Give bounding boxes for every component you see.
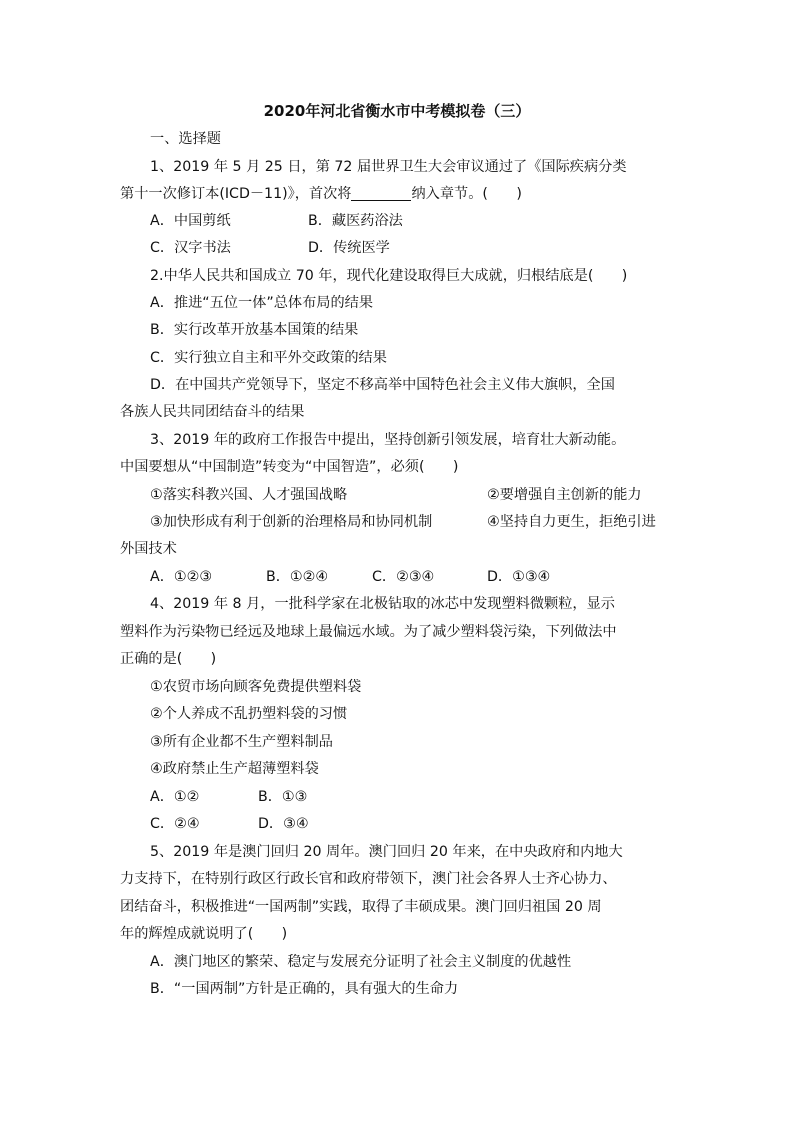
q5-stem-line4: 年的辉煌成就说明了( ) (120, 926, 288, 942)
q1-stem-line2-b: 纳入章节。( ) (411, 186, 522, 202)
q3-statement-2: ②要增强自主创新的能力 (487, 487, 642, 503)
q5-stem-line3: 团结奋斗，积极推进“一国两制”实践，取得了丰硕成果。澳门回归祖国 20 周 (120, 899, 602, 915)
q4-stem-line3: 正确的是( ) (120, 651, 217, 667)
q3-option-d: D．①③④ (487, 569, 551, 585)
q1-stem-line1: 1、2019 年 5 月 25 日，第 72 届世界卫生大会审议通过了《国际疾病分类 (150, 159, 627, 175)
q4-statement-3: ③所有企业都不生产塑料制品 (150, 734, 333, 750)
q5-option-b: B．“一国两制”方针是正确的，具有强大的生命力 (150, 981, 459, 997)
q4-statement-2: ②个人养成不乱扔塑料袋的习惯 (150, 706, 348, 722)
q3-stem-line1: 3、2019 年的政府工作报告中提出，坚持创新引领发展，培育壮大新动能。 (150, 432, 626, 448)
q3-option-b: B．①②④ (266, 569, 329, 585)
q1-answer-blank (351, 184, 411, 201)
q2-option-a: A．推进“五位一体”总体布局的结果 (150, 295, 374, 311)
q4-option-d: D．③④ (258, 816, 309, 832)
q3-statement-4: ④坚持自力更生，拒绝引进 (487, 514, 656, 530)
q4-statement-4: ④政府禁止生产超薄塑料袋 (150, 761, 319, 777)
q1-option-a: A．中国剪纸 (150, 213, 231, 229)
q5-stem-line1: 5、2019 年是澳门回归 20 周年。澳门回归 20 年来，在中央政府和内地大 (150, 844, 623, 860)
q3-statement-1: ①落实科教兴国、人才强国战略 (150, 487, 348, 503)
q4-option-a: A．①② (150, 789, 200, 805)
q3-statement-4-cont: 外国技术 (120, 541, 177, 557)
q1-stem-line2-a: 第十一次修订本(ICD－11)》，首次将 (120, 186, 352, 202)
q3-option-a: A．①②③ (150, 569, 213, 585)
q4-statement-1: ①农贸市场向顾客免费提供塑料袋 (150, 679, 362, 695)
q4-stem-line2: 塑料作为污染物已经远及地球上最偏远水域。为了减少塑料袋污染，下列做法中 (120, 624, 617, 640)
q2-option-d-line2: 各族人民共同团结奋斗的结果 (120, 404, 305, 420)
q1-option-c: C．汉字书法 (150, 240, 231, 256)
section-heading: 一、选择题 (150, 131, 221, 147)
q1-stem-line2 (120, 182, 522, 206)
q4-stem-line1: 4、2019 年 8 月，一批科学家在北极钻取的冰芯中发现塑料微颗粒，显示 (150, 596, 615, 612)
q1-option-b: B．藏医药浴法 (308, 213, 403, 229)
q1-option-d: D．传统医学 (308, 240, 390, 256)
q2-option-d-line1: D．在中国共产党领导下，坚定不移高举中国特色社会主义伟大旗帜，全国 (150, 377, 615, 393)
q4-option-c: C．②④ (150, 816, 200, 832)
page-title: 2020年河北省衡水市中考模拟卷（三） (263, 102, 531, 120)
q2-stem: 2.中华人民共和国成立 70 年，现代化建设取得巨大成就，归根结底是( ) (150, 268, 628, 284)
q4-option-b: B．①③ (258, 789, 308, 805)
q3-option-c: C．②③④ (372, 569, 435, 585)
q2-option-b: B．实行改革开放基本国策的结果 (150, 322, 359, 338)
q2-option-c: C．实行独立自主和平外交政策的结果 (150, 350, 387, 366)
q5-stem-line2: 力支持下，在特别行政区行政长官和政府带领下，澳门社会各界人士齐心协力、 (120, 871, 617, 887)
q5-option-a: A．澳门地区的繁荣、稳定与发展充分证明了社会主义制度的优越性 (150, 954, 572, 970)
q3-stem-line2: 中国要想从“中国制造”转变为“中国智造”，必须( ) (120, 459, 459, 475)
q3-statement-3: ③加快形成有利于创新的治理格局和协同机制 (150, 514, 433, 530)
